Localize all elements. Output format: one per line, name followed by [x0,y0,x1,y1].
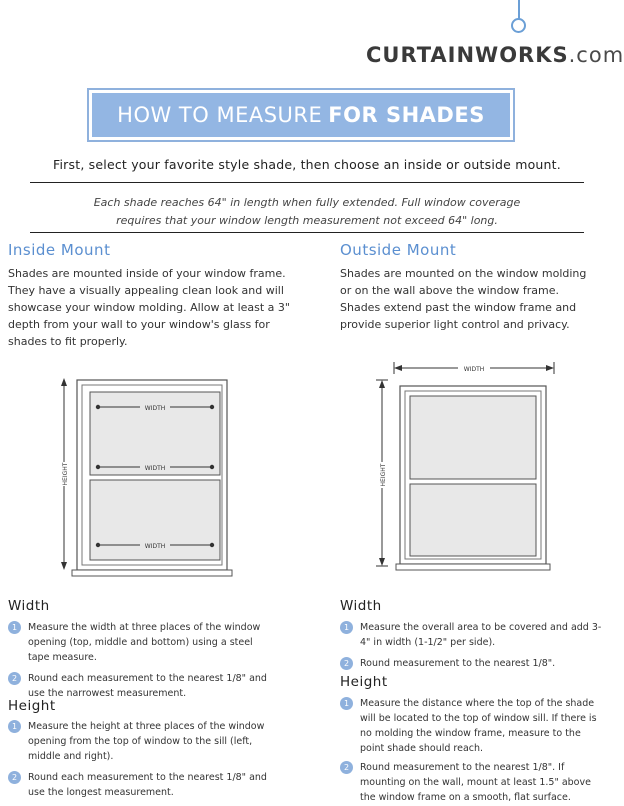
banner-title-light: HOW TO MEASURE [117,103,323,127]
step-text: Round measurement to the nearest 1/8". If mounting on the wall, mount at least 1.5" above the window frame on a smooth, flat surface. [360,762,591,803]
inside-width-steps [8,620,270,701]
step-number: 1 [340,621,353,634]
step-number: 2 [8,672,21,685]
step-number: 1 [8,720,21,733]
inside-height-steps [8,719,270,800]
inside-height-step-1 [8,719,270,764]
divider-bottom [30,232,584,233]
outside-width-label: WIDTH [463,366,485,373]
inside-mount-diagram [52,370,242,580]
outside-window-sill [396,564,550,570]
inside-height-step-2 [8,770,270,800]
outside-width-steps [340,620,602,671]
outside-mount-title: Outside Mount [340,241,457,259]
logo-main: CURTAINWORKS [366,43,569,67]
inside-width-label-middle: WIDTH [144,465,166,472]
outside-height-bottom-icon [379,558,385,566]
inside-height-label: HEIGHT [62,462,69,486]
outside-upper-pane [410,396,536,479]
outside-lower-pane [410,484,536,556]
inside-height-title: Height [8,698,56,714]
inside-mount-description: Shades are mounted inside of your window frame. They have a visually appealing clean look and will showcase your window molding. Allow at least a 3" depth from your wall to your window's glass for shades to fit properly. [8,267,290,348]
note-line-2: requires that your window length measurement not exceed 64" long. [116,214,498,227]
step-text: Measure the width at three places of the window opening (top, middle and bottom) using a steel tape measure. [28,622,261,663]
width-arrow-left-icon [394,365,402,371]
outside-height-top-icon [379,380,385,388]
logo-hanger [518,0,520,20]
outside-mount-description: Shades are mounted on the window molding or on the wall above the window frame. Shades extend past the window frame and provide superior light control and privacy. [340,267,587,331]
inside-mount-title: Inside Mount [8,241,111,259]
step-number: 2 [340,657,353,670]
intro-text: First, select your favorite style shade, then choose an inside or outside mount. [53,157,561,172]
inside-width-title: Width [8,598,50,614]
logo-suffix: .com [568,43,624,67]
step-text: Measure the height at three places of the window opening from the top of window to the sill (left, middle and right). [28,721,265,762]
divider-top [30,182,584,183]
window-sill [72,570,232,576]
outside-height-title: Height [340,674,388,690]
inside-width-step-1 [8,620,270,665]
step-number: 2 [340,761,353,774]
height-arrow-bottom-icon [61,562,67,570]
logo-ring-icon [511,18,526,33]
inside-width-step-2 [8,671,270,701]
height-arrow-top-icon [61,378,67,386]
outside-height-step-2 [340,760,602,805]
outside-mount-diagram [370,358,570,580]
title-banner [87,88,515,142]
step-number: 1 [8,621,21,634]
step-text: Measure the distance where the top of the shade will be located to the top of window sill. If there is no molding the window frame, measure to the point shade should reach. [360,698,597,754]
logo [366,43,624,67]
outside-width-title: Width [340,598,382,614]
length-note [30,194,584,230]
step-number: 1 [340,697,353,710]
note-line-1: Each shade reaches 64" in length when fully extended. Full window coverage [93,196,521,209]
step-number: 2 [8,771,21,784]
outside-height-label: HEIGHT [380,463,387,487]
step-text: Round each measurement to the nearest 1/8" and use the longest measurement. [28,772,267,798]
width-arrow-right-icon [546,365,554,371]
banner-title-bold: FOR SHADES [328,103,485,127]
outside-height-steps [340,696,602,805]
outside-width-step-2 [340,656,602,671]
outside-height-step-1 [340,696,602,756]
step-text: Round each measurement to the nearest 1/8" and use the narrowest measurement. [28,673,267,699]
inside-width-label-top: WIDTH [144,405,166,412]
outside-width-step-1 [340,620,602,650]
step-text: Round measurement to the nearest 1/8". [360,658,556,669]
inside-width-label-bottom: WIDTH [144,543,166,550]
step-text: Measure the overall area to be covered and add 3-4" in width (1-1/2" per side). [360,622,602,648]
